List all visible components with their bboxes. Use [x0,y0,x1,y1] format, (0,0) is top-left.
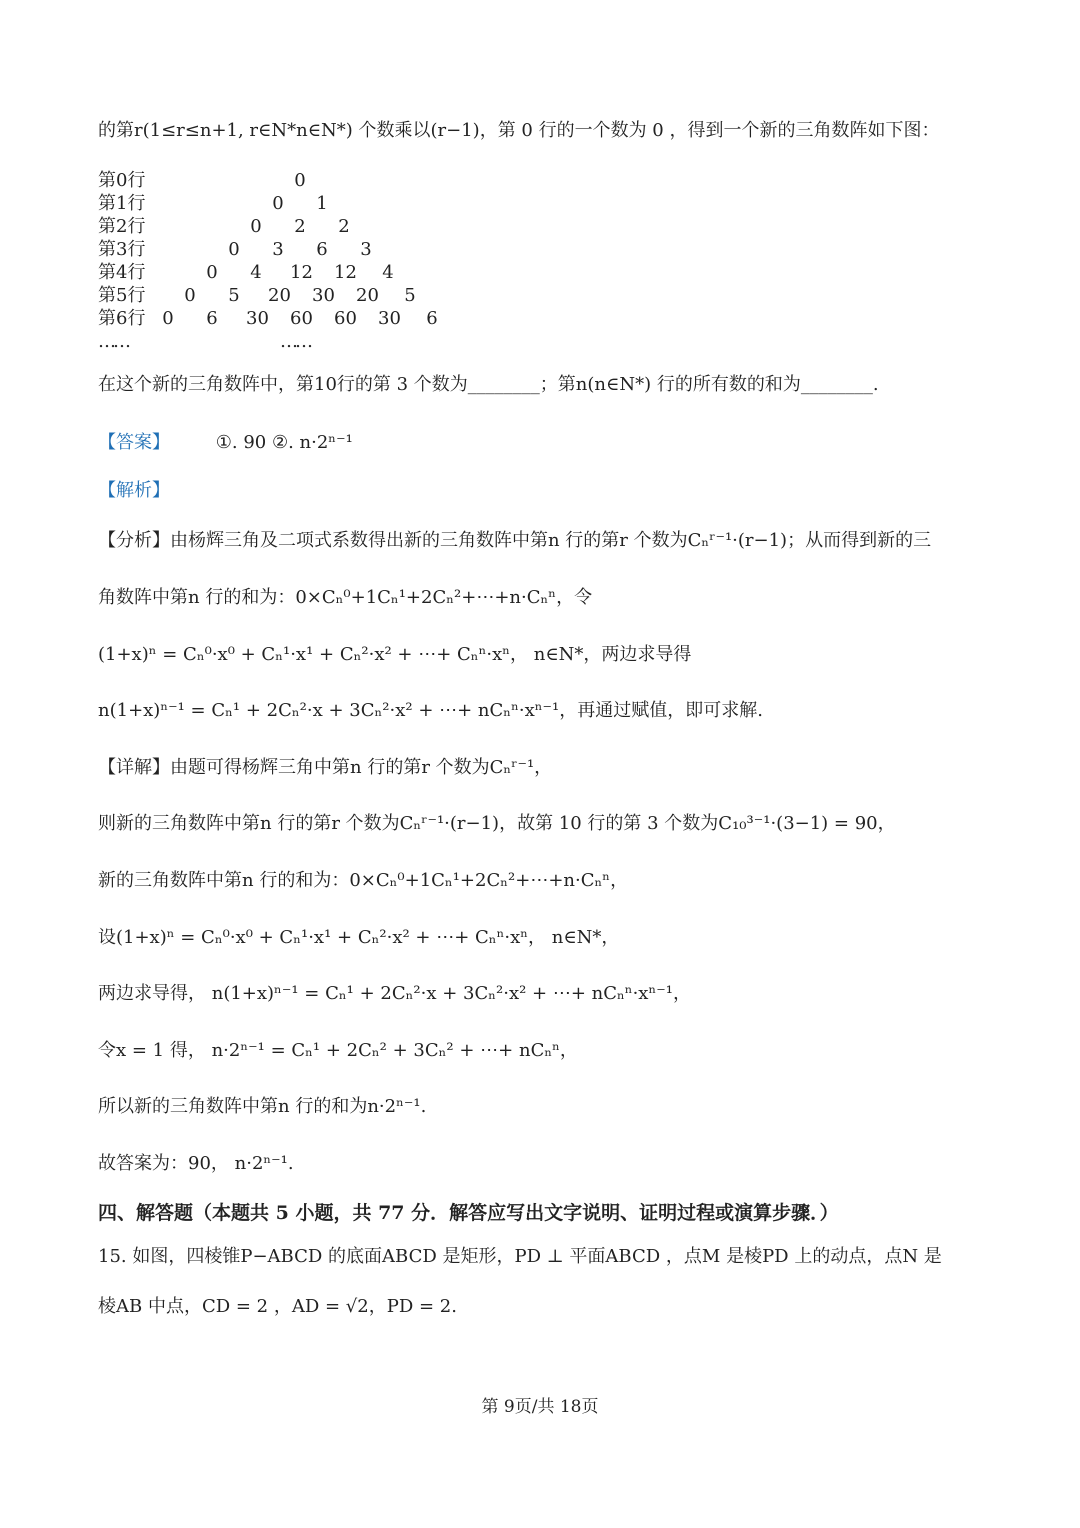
triangle-value: 0 [184,285,196,306]
detail-label: 【详解】 [98,757,170,778]
analysis-line-1 [98,528,931,554]
triangle-row-label: 第3行 [98,239,146,260]
analysis-line-3: (1+x)ⁿ = Cₙ⁰·x⁰ + Cₙ¹·x¹ + Cₙ²·x² + ⋯+ Cₙⁿ·xⁿ， n∈N*，两边求导得 [98,644,692,665]
detail-line-1 [98,755,552,781]
triangle-value: 20 [268,285,291,306]
triangle-value: 3 [360,239,372,260]
answer-line [98,430,353,456]
detail-line-7: 所以新的三角数阵中第n 行的和为n·2ⁿ⁻¹. [98,1096,427,1117]
triangle-value: 6 [206,308,218,329]
triangle-value: 3 [272,239,284,260]
detail-line-2: 则新的三角数阵中第n 行的第r 个数为Cₙʳ⁻¹·(r−1)，故第 10 行的第 3 个数为C₁₀³⁻¹·(3−1) = 90， [98,813,896,834]
triangle-value: 4 [250,262,262,283]
triangle-value: 0 [228,239,240,260]
triangle-row-label: 第5行 [98,285,146,306]
triangle-value: 12 [334,262,357,283]
triangle-ellipsis-right: …… [280,331,310,352]
triangle-value: 2 [338,216,350,237]
triangle-value: 0 [294,170,306,191]
triangle-row-label: 第0行 [98,170,146,191]
analysis-sub-label: 【分析】 [98,530,170,551]
answer-text: ①. 90 ②. n·2ⁿ⁻¹ [215,432,353,453]
analysis-text-1: 由杨辉三角及二项式系数得出新的三角数阵中第n 行的第r 个数为Cₙʳ⁻¹·(r−1)；从而得到新的三 [170,530,932,551]
triangle-value: 6 [316,239,328,260]
triangle-value: 12 [290,262,313,283]
triangle-value: 20 [356,285,379,306]
triangle-value: 5 [228,285,240,306]
triangle-value: 30 [246,308,269,329]
analysis-label: 【解析】 [98,480,170,501]
analysis-line-4: n(1+x)ⁿ⁻¹ = Cₙ¹ + 2Cₙ²·x + 3Cₙ²·x² + ⋯+ nCₙⁿ·xⁿ⁻¹，再通过赋值，即可求解. [98,700,763,721]
triangle-value: 0 [250,216,262,237]
triangle-value: 2 [294,216,306,237]
triangle-value: 60 [290,308,313,329]
triangle-ellipsis-left: …… [98,331,128,352]
triangle-value: 0 [206,262,218,283]
triangle-value: 0 [272,193,284,214]
triangle-value: 1 [316,193,328,214]
detail-line-8: 故答案为：90， n·2ⁿ⁻¹. [98,1153,294,1174]
question-line: 在这个新的三角数阵中，第10行的第 3 个数为________；第n(n∈N*) 行的所有数的和为________. [98,374,879,395]
triangle-row-label: 第6行 [98,308,146,329]
intro-line: 的第r(1≤r≤n+1, r∈N*n∈N*) 个数乘以(r−1)，第 0 行的一个数为 0 ，得到一个新的三角数阵如下图： [98,120,940,141]
triangle-value: 0 [162,308,174,329]
page-footer: 第 9页/共 18页 [481,1397,599,1417]
section-heading: 四、解答题（本题共 5 小题，共 77 分．解答应写出文字说明、证明过程或演算步骤．） [98,1202,839,1224]
triangle-value: 4 [382,262,394,283]
detail-text-1: 由题可得杨辉三角中第n 行的第r 个数为Cₙʳ⁻¹， [170,757,553,778]
triangle-value: 5 [404,285,416,306]
triangle-value: 60 [334,308,357,329]
analysis-heading [98,478,170,504]
analysis-line-2: 角数阵中第n 行的和为：0×Cₙ⁰+1Cₙ¹+2Cₙ²+⋯+n·Cₙⁿ，令 [98,587,593,608]
triangle-row-label: 第1行 [98,193,146,214]
triangle-row-label: 第4行 [98,262,146,283]
triangle-value: 30 [378,308,401,329]
triangle-value: 6 [426,308,438,329]
triangle-row-label: 第2行 [98,216,146,237]
detail-line-6: 令x = 1 得， n·2ⁿ⁻¹ = Cₙ¹ + 2Cₙ² + 3Cₙ² + ⋯+ nCₙⁿ， [98,1040,578,1061]
detail-line-3: 新的三角数阵中第n 行的和为：0×Cₙ⁰+1Cₙ¹+2Cₙ²+⋯+n·Cₙⁿ， [98,870,629,891]
detail-line-4: 设(1+x)ⁿ = Cₙ⁰·x⁰ + Cₙ¹·x¹ + Cₙ²·x² + ⋯+ Cₙⁿ·xⁿ， n∈N*， [98,927,620,948]
answer-label: 【答案】 [98,432,170,453]
triangle-value: 30 [312,285,335,306]
problem15-line-2: 棱AB 中点，CD = 2 ，AD = √2，PD = 2. [98,1296,457,1317]
detail-line-5: 两边求导得， n(1+x)ⁿ⁻¹ = Cₙ¹ + 2Cₙ²·x + 3Cₙ²·x² + ⋯+ nCₙⁿ·xⁿ⁻¹， [98,983,691,1004]
problem15-line-1: 15. 如图，四棱锥P−ABCD 的底面ABCD 是矩形，PD ⊥ 平面ABCD ，点M 是棱PD 上的动点，点N 是 [98,1246,942,1267]
